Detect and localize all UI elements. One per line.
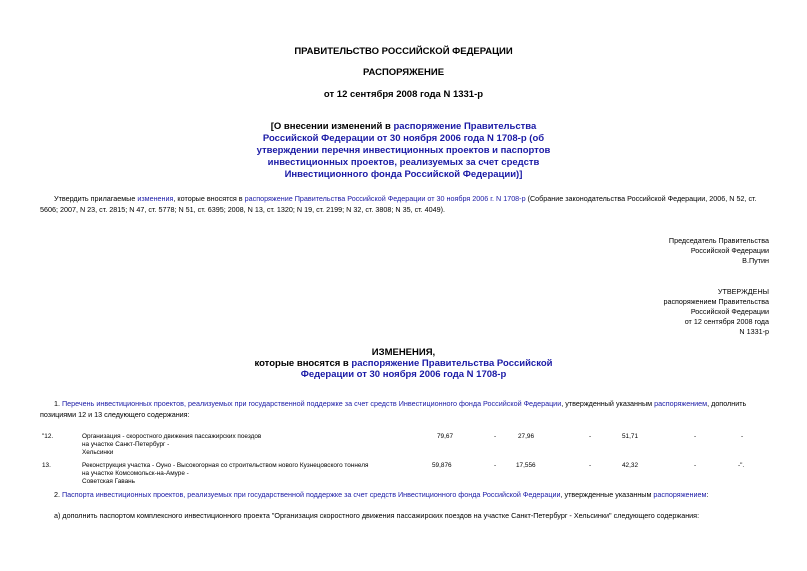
item1-paragraph <box>40 399 770 420</box>
changes-sub-text: которые вносятся в <box>254 358 352 369</box>
changes-sub-link1[interactable]: распоряжение Правительства Российской <box>351 358 553 369</box>
item1-text3: , дополнить <box>707 399 747 408</box>
changes-heading-block <box>0 347 807 380</box>
row-number: 13. <box>42 462 51 469</box>
table-row <box>0 462 807 492</box>
approved-line5: N 1331-р <box>739 327 769 336</box>
link-changes[interactable]: изменения <box>137 194 174 203</box>
row-cell: 42,32 <box>622 462 638 469</box>
row-name-line3: Советская Гавань <box>82 478 136 486</box>
signature-block <box>469 236 769 266</box>
item1-prefix: 1. <box>54 399 62 408</box>
title-link-line5[interactable]: Инвестиционного фонда Российской Федерации)] <box>284 169 523 180</box>
item2a-paragraph: а) дополнить паспортом комплексного инвестиционного проекта "Организация скоростного движения пассажирских поездов на участке Санкт-Петербург - Хельсинки" следующего содержания: <box>54 511 700 520</box>
item2-text3: : <box>706 490 709 499</box>
preamble-paragraph <box>40 194 772 215</box>
link-order-1708[interactable]: распоряжение Правительства Российской Федерации от 30 ноября 2006 г. N 1708-р <box>244 194 526 203</box>
approved-line1: УТВЕРЖДЕНЫ <box>717 287 769 296</box>
row-number: "12. <box>42 433 54 440</box>
row-name-line1: Реконструкция участка - Оуно - Высокогорная со строительством нового Кузнецовского тоннеля <box>82 462 369 469</box>
row-project-name <box>82 433 382 458</box>
row-cell: 17,556 <box>516 462 536 469</box>
approved-line2: распоряжением Правительства <box>663 297 769 306</box>
row-cell: - <box>589 462 592 469</box>
row-project-name <box>82 462 402 487</box>
approved-block <box>469 287 769 337</box>
signature-line2: Российской Федерации <box>690 246 769 255</box>
table-row <box>0 433 807 463</box>
document-title <box>0 121 807 181</box>
government-title: ПРАВИТЕЛЬСТВО РОССИЙСКОЙ ФЕДЕРАЦИИ <box>294 46 513 57</box>
row-name-line1: Организация - скоростного движения пассажирских поездов <box>82 433 262 440</box>
preamble-text1: Утвердить прилагаемые <box>54 194 138 203</box>
row-cell: - <box>494 433 497 440</box>
row-cell: - <box>741 433 744 440</box>
link-investment-list[interactable]: Перечень инвестиционных проектов, реализуемых при государственной поддержке за счет средств Инвестиционного фонда Российской Федерации <box>62 399 562 408</box>
row-cell: - <box>694 433 697 440</box>
row-cell: 59,876 <box>432 462 452 469</box>
preamble-text3: (Собрание законодательства Российской Федерации, 2006, N 52, ст. <box>525 194 757 203</box>
item1-line2: позициями 12 и 13 следующего содержания: <box>40 409 190 419</box>
title-link-line1[interactable]: распоряжение Правительства <box>393 121 537 132</box>
approved-line4: от 12 сентября 2008 года <box>684 317 769 326</box>
row-cell: -". <box>738 462 745 469</box>
row-cell: 27,96 <box>518 433 534 440</box>
row-name-line2: на участке Санкт-Петербург - <box>82 441 170 449</box>
signature-line3: В.Путин <box>742 256 769 265</box>
changes-heading: ИЗМЕНЕНИЯ, <box>371 347 436 358</box>
row-cell: 51,71 <box>622 433 638 440</box>
title-link-line4[interactable]: инвестиционных проектов, реализуемых за счет средств <box>267 157 540 168</box>
item1-text2: , утвержденный указанным <box>561 399 655 408</box>
item2-prefix: 2. <box>54 490 62 499</box>
row-cell: - <box>694 462 697 469</box>
row-cell: 79,67 <box>437 433 453 440</box>
link-order-item2[interactable]: распоряжением <box>653 490 707 499</box>
changes-sub-link2[interactable]: Федерации от 30 ноября 2006 года N 1708-р <box>300 369 507 380</box>
link-passports[interactable]: Паспорта инвестиционных проектов, реализуемых при государственной поддержке за счет средств Инвестиционного фонда Российской Федерации <box>62 490 561 499</box>
item2-paragraph <box>54 490 774 501</box>
title-open: [О внесении изменений в <box>270 121 394 132</box>
row-cell: - <box>589 433 592 440</box>
row-cell: - <box>494 462 497 469</box>
row-name-line3: Хельсинки <box>82 449 114 457</box>
document-date-number: от 12 сентября 2008 года N 1331-р <box>323 89 484 100</box>
title-link-line2[interactable]: Российской Федерации от 30 ноября 2006 года N 1708-р (об <box>262 133 545 144</box>
approved-line3: Российской Федерации <box>690 307 769 316</box>
document-type: РАСПОРЯЖЕНИЕ <box>362 67 445 78</box>
row-name-line2: на участке Комсомольск-на-Амуре - <box>82 470 189 478</box>
item2-text2: , утвержденные указанным <box>560 490 654 499</box>
signature-line1: Председатель Правительства <box>668 236 769 245</box>
preamble-text2: , которые вносятся в <box>173 194 245 203</box>
link-order-item1[interactable]: распоряжением <box>654 399 708 408</box>
title-link-line3[interactable]: утверждении перечня инвестиционных проектов и паспортов <box>256 145 551 156</box>
preamble-line2: 5606; 2007, N 23, ст. 2815; N 47, ст. 5778; N 51, ст. 6395; 2008, N 13, ст. 1320; N 19, ст. 2199; N 32, ст. 3808; N 35, ст. 4049). <box>40 204 446 214</box>
